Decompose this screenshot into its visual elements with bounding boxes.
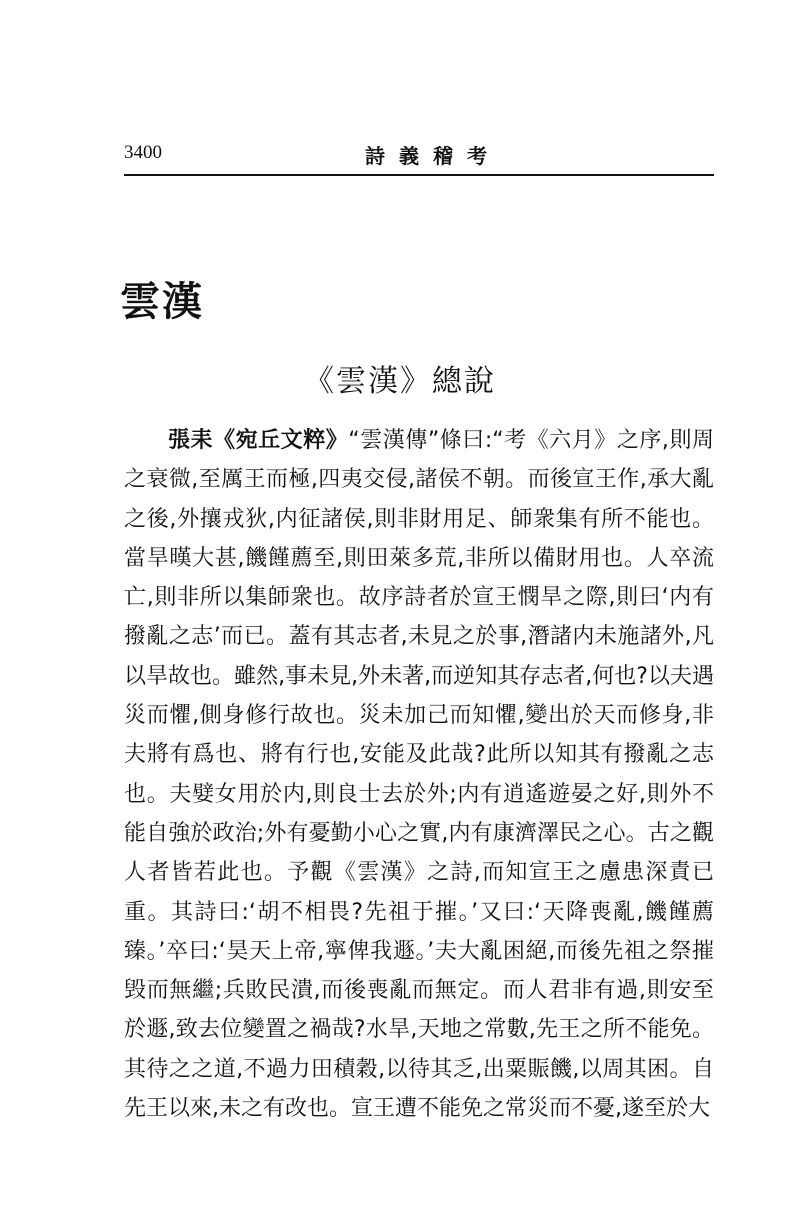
body-paragraph [124, 421, 714, 1128]
paragraph-text: “雲漢傳”條曰:“考《六月》之序,則周之衰微,至厲王而極,四夷交侵,諸侯不朝。而後宣王作,承大亂之後,外攘戎狄,内征諸侯,則非財用足、師衆集有所不能也。當旱暵大甚,饑饉薦至,則田萊多荒,非所以備財用也。人卒流亡,則非所以集師衆也。故序詩者於宣王憫旱之際,則曰‘内有撥亂之志’而已。蓋有其志者,未見之於事,潛諸内未施諸外,凡以旱故也。雖然,事未見,外未著,而逆知其存志者,何也?以夫遇災而懼,側身修行故也。災未加己而知懼,變出於天而修身,非夫將有爲也、將有行也,安能及此哉?此所以知其有撥亂之志也。夫嬖女用於内,則良士去於外;内有逍遙遊晏之好,則外不能自強於政治;外有憂勤小心之實,内有康濟澤民之心。古之觀人者皆若此也。予觀《雲漢》之詩,而知宣王之慮患深責已重。其詩曰:‘胡不相畏?先祖于摧。’又曰:‘天降喪亂,饑饉薦臻。’卒曰:‘昊天上帝,寧俾我遯。’夫大亂困絕,而後先祖之祭摧毁而無繼;兵敗民潰,而後喪亂而無定。而人君非有過,則安至於遯,致去位變置之禍哉?水旱,天地之常數,先王之所不能免。其待之之道,不過力田積穀,以待其乏,出粟賑饑,以周其困。自先王以來,未之有改也。宣王遭不能免之常災而不憂,遂至於大 [124, 428, 714, 1122]
running-head [124, 138, 714, 172]
source-citation: 張耒《宛丘文粹》 [168, 428, 349, 453]
header-rule [124, 174, 714, 176]
book-title: 詩義稽考 [365, 144, 501, 168]
section-title: 《雲漢》總說 [304, 364, 496, 399]
page-number: 3400 [124, 142, 162, 163]
chapter-title: 雲漢 [120, 279, 204, 325]
